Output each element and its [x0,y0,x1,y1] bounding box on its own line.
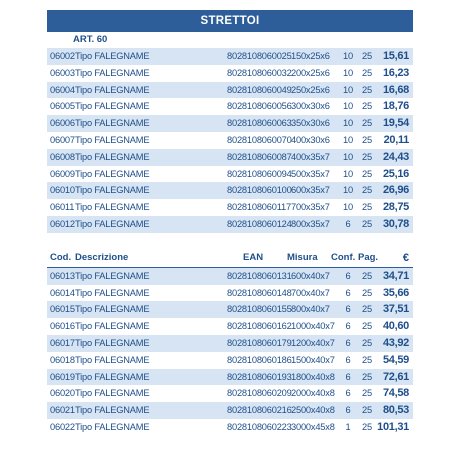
cell-pag: 25 [362,321,372,332]
cell-code: 06014 [50,287,75,298]
table-row [47,98,413,115]
cell-price: 80,53 [382,404,409,417]
table-gap [47,233,413,249]
cell-price: 26,96 [382,184,409,197]
cell-code: 06004 [50,84,75,95]
table-row [47,149,413,166]
cell-price: 37,51 [382,303,409,316]
cell-price: 18,76 [382,100,409,113]
cell-conf: 6 [345,354,351,365]
header-ean: EAN [243,251,264,263]
cell-ean: 8028108060032 [227,67,292,78]
cell-description: Tipo FALEGNAME [75,134,150,145]
cell-description: Tipo FALEGNAME [75,84,150,95]
cell-code: 06011 [50,202,75,213]
table-row [47,216,413,233]
article-label: ART. 60 [73,34,108,45]
cell-price: 43,92 [382,336,409,349]
cell-description: Tipo FALEGNAME [75,101,150,112]
cell-misura: 1200x40x7 [291,337,335,348]
cell-code: 06022 [50,421,75,432]
cell-code: 06021 [50,405,75,416]
cell-ean: 8028108060124 [227,218,292,229]
cell-ean: 8028108060223 [227,421,292,432]
cell-misura: 800x40x7 [291,304,330,315]
cell-ean: 8028108060209 [227,388,292,399]
cell-description: Tipo FALEGNAME [75,388,150,399]
table-row [47,115,413,132]
cell-misura: 1800x40x8 [291,371,335,382]
cell-ean: 8028108060117 [227,202,291,213]
cell-misura: 400x35x7 [291,151,330,162]
cell-conf: 10 [343,168,353,179]
cell-price: 40,60 [382,320,409,333]
cell-ean: 8028108060216 [227,405,292,416]
cell-ean: 8028108060148 [227,287,292,298]
cell-conf: 10 [343,84,353,95]
cell-misura: 250x25x6 [291,84,330,95]
cell-description: Tipo FALEGNAME [75,405,150,416]
cell-description: Tipo FALEGNAME [75,421,150,432]
table-row [47,318,413,335]
header-description: Descrizione [75,251,129,263]
cell-pag: 25 [362,185,372,196]
cell-misura: 2500x40x8 [291,405,335,416]
cell-description: Tipo FALEGNAME [75,118,150,129]
cell-ean: 8028108060179 [227,337,292,348]
cell-conf: 6 [345,287,351,298]
header-code: Cod. [50,251,72,263]
table-row [47,182,413,199]
table-row [47,82,413,99]
cell-code: 06016 [50,321,75,332]
cell-code: 06007 [50,134,75,145]
cell-price: 25,16 [382,167,409,180]
cell-description: Tipo FALEGNAME [75,321,150,332]
cell-price: 15,61 [382,50,409,62]
cell-code: 06018 [50,354,75,365]
cell-description: Tipo FALEGNAME [75,218,150,229]
cell-conf: 6 [345,388,351,399]
cell-pag: 25 [362,218,372,229]
cell-pag: 25 [362,405,372,416]
cell-pag: 25 [362,51,372,61]
cell-conf: 10 [343,118,353,129]
cell-pag: 25 [362,67,372,78]
cell-pag: 25 [362,84,372,95]
cell-description: Tipo FALEGNAME [75,67,150,78]
cell-conf: 10 [343,185,353,196]
cell-price: 28,75 [382,201,409,214]
cell-ean: 8028108060193 [227,371,292,382]
cell-pag: 25 [362,134,372,145]
table-row [47,65,413,82]
table-row [47,166,413,183]
cell-pag: 25 [362,337,372,348]
cell-price: 35,66 [382,286,409,299]
cell-misura: 400x30x6 [291,134,330,145]
cell-price: 20,11 [383,133,409,146]
cell-conf: 10 [343,51,353,61]
cell-ean: 8028108060087 [227,151,292,162]
header-misura: Misura [287,251,318,263]
cell-description: Tipo FALEGNAME [75,151,150,162]
cell-price: 74,58 [382,387,409,400]
cell-misura: 350x30x6 [291,118,330,129]
header-pag: Pag. [358,251,379,263]
cell-pag: 25 [362,101,372,112]
cell-code: 06013 [50,270,75,281]
cell-description: Tipo FALEGNAME [75,202,150,213]
cell-conf: 6 [345,218,351,229]
cell-price: 19,54 [382,117,409,130]
cell-ean: 8028108060100 [227,185,292,196]
cell-conf: 6 [345,321,351,332]
cell-ean: 8028108060049 [227,84,292,95]
cell-code: 06010 [50,185,75,196]
cell-ean: 8028108060155 [227,304,292,315]
table-row [47,352,413,369]
table-row [47,48,413,65]
cell-code: 06009 [50,168,75,179]
cell-pag: 25 [362,202,372,213]
cell-price: 30,78 [382,217,409,230]
cell-misura: 700x40x7 [291,287,330,298]
cell-ean: 8028108060131 [227,270,292,281]
cell-conf: 1 [345,421,351,432]
table-lower [47,268,413,436]
cell-description: Tipo FALEGNAME [75,304,150,315]
cell-pag: 25 [362,168,372,179]
cell-misura: 300x30x6 [291,101,330,112]
section-title: STRETTOI [47,10,413,32]
cell-code: 06003 [50,67,75,78]
cell-misura: 200x25x6 [291,67,330,78]
cell-misura: 600x40x7 [291,270,330,281]
article-row [47,32,413,48]
cell-description: Tipo FALEGNAME [75,337,150,348]
table-row [47,268,413,285]
cell-conf: 10 [343,67,353,78]
cell-conf: 10 [343,202,353,213]
cell-pag: 25 [362,151,372,162]
price-list-sheet [47,10,413,436]
cell-price: 24,43 [382,150,409,163]
cell-price: 54,59 [382,353,409,366]
cell-description: Tipo FALEGNAME [75,354,150,365]
cell-price: 72,61 [382,370,409,383]
cell-misura: 700x35x7 [291,202,330,213]
cell-price: 16,68 [382,83,409,96]
cell-price: 16,23 [382,66,409,79]
header-conf: Conf. [331,251,356,263]
cell-conf: 10 [343,151,353,162]
cell-description: Tipo FALEGNAME [75,185,150,196]
cell-pag: 25 [362,287,372,298]
cell-code: 06019 [50,371,75,382]
table-row [47,419,413,436]
cell-code: 06002 [50,51,75,61]
table-upper [47,48,413,233]
cell-pag: 25 [362,421,372,432]
cell-price: 34,71 [382,269,409,282]
cell-pag: 25 [362,371,372,382]
table-row [47,335,413,352]
table-row [47,369,413,386]
cell-ean: 8028108060186 [227,354,292,365]
cell-misura: 600x35x7 [291,185,330,196]
cell-conf: 6 [345,270,351,281]
cell-code: 06015 [50,304,75,315]
header-price: € [402,251,409,264]
cell-pag: 25 [362,388,372,399]
cell-conf: 6 [345,337,351,348]
table-row [47,132,413,149]
cell-description: Tipo FALEGNAME [75,371,150,382]
table-row [47,199,413,216]
cell-pag: 25 [362,304,372,315]
cell-ean: 8028108060063 [227,118,292,129]
cell-conf: 6 [345,405,351,416]
cell-pag: 25 [362,118,372,129]
cell-description: Tipo FALEGNAME [75,270,150,281]
cell-pag: 25 [362,354,372,365]
cell-misura: 800x35x7 [291,218,330,229]
cell-description: Tipo FALEGNAME [75,287,150,298]
cell-misura: 3000x45x8 [291,421,335,432]
cell-code: 06012 [50,218,75,229]
table-row [47,385,413,402]
cell-conf: 10 [343,101,353,112]
cell-ean: 8028108060070 [227,134,292,145]
cell-misura: 150x25x6 [291,51,330,61]
cell-ean: 8028108060025 [227,51,292,61]
cell-misura: 500x35x7 [291,168,330,179]
table-row [47,285,413,302]
cell-code: 06017 [50,337,75,348]
cell-misura: 1500x40x7 [291,354,335,365]
cell-code: 06008 [50,151,75,162]
cell-misura: 1000x40x7 [291,321,335,332]
cell-ean: 8028108060056 [227,101,292,112]
table-row [47,301,413,318]
cell-pag: 25 [362,270,372,281]
cell-code: 06020 [50,388,75,399]
cell-code: 06005 [50,101,75,112]
cell-conf: 6 [345,304,351,315]
cell-ean: 8028108060094 [227,168,292,179]
table-header [47,249,413,268]
cell-ean: 8028108060162 [227,321,292,332]
cell-misura: 2000x40x8 [291,388,335,399]
cell-conf: 10 [343,134,353,145]
cell-description: Tipo FALEGNAME [75,168,150,179]
table-row [47,402,413,419]
cell-price: 101,31 [377,420,409,433]
cell-conf: 6 [345,371,351,382]
cell-code: 06006 [50,118,75,129]
cell-description: Tipo FALEGNAME [75,51,150,61]
